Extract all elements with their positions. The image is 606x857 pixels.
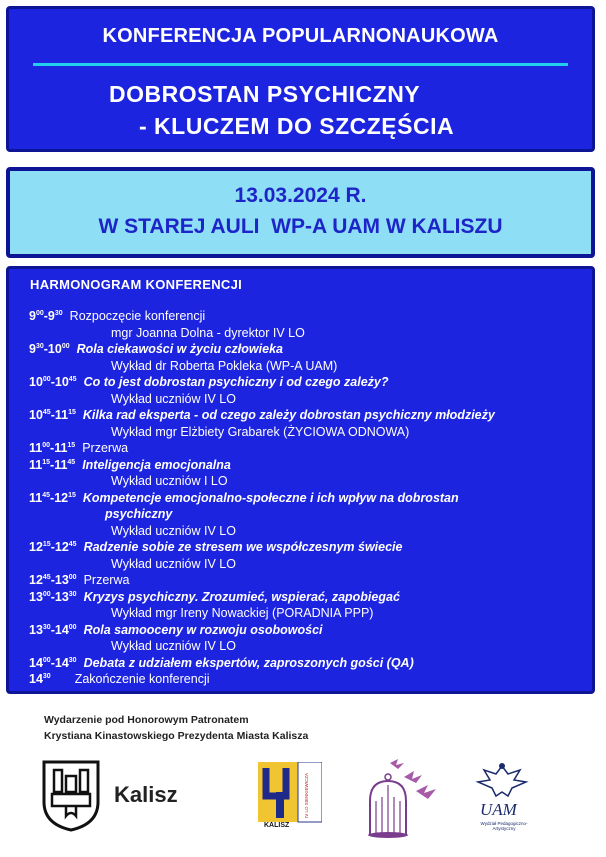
header-banner <box>6 6 595 152</box>
schedule-speaker: Wykład uczniów I LO <box>111 474 228 488</box>
schedule-time: $14^{30}$ <box>29 672 51 686</box>
schedule-speaker: Wykład mgr Elżbiety Grabarek (ŻYCIOWA ODNOWA) <box>111 424 410 439</box>
schedule-time: $13^{00}-13^{30}$ <box>29 589 77 604</box>
schedule-speaker: Wykład uczniów IV LO <box>111 639 236 653</box>
title-line-2: - KLUCZEM DO SZCZĘŚCIA <box>139 113 455 139</box>
event-date: 13.03.2024 R. <box>234 184 367 207</box>
schedule-panel <box>6 266 595 694</box>
schedule-title-text: Kompetencje emocjonalno-społeczne i ich wpływ na dobrostan <box>82 490 459 505</box>
schedule-time: $11^{00}-11^{15}$ <box>29 441 76 455</box>
schedule-item <box>29 589 586 606</box>
schedule-item <box>29 572 586 589</box>
schedule-title-text: Kilka rad eksperta - od czego zależy dobrostan psychiczny młodzieży <box>82 408 495 422</box>
schedule-item <box>29 671 586 688</box>
schedule-list <box>29 308 586 688</box>
schedule-item <box>29 374 586 391</box>
schedule-speaker: Wykład mgr Ireny Nowackiej (PORADNIA PPP) <box>111 606 374 620</box>
schedule-title-text: Kryzys psychiczny. Zrozumieć, wspierać, zapobiegać <box>83 589 400 604</box>
schedule-item <box>29 440 586 457</box>
schedule-item <box>29 622 586 639</box>
schedule-time: $12^{15}-12^{45}$ <box>29 540 77 554</box>
schedule-time: $14^{00}-14^{30}$ <box>29 655 77 670</box>
schedule-item <box>29 539 586 556</box>
schedule-title-text: Rola samooceny w rozwoju osobowości <box>83 622 323 637</box>
event-place: W STAREJ AULI WP-A UAM W KALISZU <box>98 215 503 238</box>
svg-text:IV LO SIENKIEWICZA: IV LO SIENKIEWICZA <box>304 772 309 818</box>
schedule-item <box>29 407 586 424</box>
schedule-title-text: Przerwa <box>83 573 130 587</box>
schedule-title-text: Rola ciekawości w życiu człowieka <box>76 342 283 356</box>
schedule-title-continued <box>29 506 586 523</box>
schedule-time: $10^{00}-10^{45}$ <box>29 375 77 389</box>
birdcage-logo-icon <box>360 757 440 841</box>
schedule-item <box>29 457 586 474</box>
schedule-title-text: Radzenie sobie ze stresem we współczesnym świecie <box>83 540 403 554</box>
schedule-speaker: Wykład uczniów IV LO <box>111 523 236 538</box>
date-place-banner <box>6 167 595 258</box>
school-logo-caption: KALISZ <box>264 822 290 829</box>
schedule-title-continued-text: psychiczny <box>105 507 173 521</box>
schedule-time: $11^{15}-11^{45}$ <box>29 457 76 472</box>
title-line-1: DOBROSTAN PSYCHICZNY <box>109 81 421 107</box>
schedule-time: $10^{45}-11^{15}$ <box>29 408 76 422</box>
schedule-time: $11^{45}-12^{15}$ <box>29 490 76 505</box>
conference-label: KONFERENCJA POPULARNONAUKOWA <box>102 25 499 47</box>
schedule-title-text: Co to jest dobrostan psychiczny i od czego zależy? <box>83 375 389 389</box>
uam-logo-subtitle: Wydział Pedagogiczno-Artystyczny <box>480 821 528 831</box>
schedule-item <box>29 341 586 358</box>
schedule-speaker: mgr Joanna Dolna - dyrektor IV LO <box>111 325 305 340</box>
schedule-item <box>29 490 586 507</box>
schedule-title: HARMONOGRAM KONFERENCJI <box>30 277 243 292</box>
schedule-title-text: Inteligencja emocjonalna <box>82 457 231 472</box>
kalisz-logo-text: Kalisz <box>114 782 178 807</box>
header-divider <box>33 63 568 66</box>
schedule-title-text: Debata z udziałem ekspertów, zaproszonych gości (QA) <box>83 655 414 670</box>
schedule-time: $12^{45}-13^{00}$ <box>29 573 77 587</box>
schedule-title-text: Zakończenie konferencji <box>74 672 210 686</box>
uam-logo-text: UAM <box>480 800 517 819</box>
schedule-title-text: Przerwa <box>82 441 129 455</box>
schedule-time: $9^{30}-10^{00}$ <box>29 342 70 356</box>
schedule-item <box>29 655 586 672</box>
patronage-line-2: Krystiana Kinastowskiego Prezydenta Miasta Kalisza <box>44 730 309 742</box>
schedule-title-text: Rozpoczęcie konferencji <box>69 309 206 323</box>
schedule-item <box>29 308 586 325</box>
schedule-speaker: Wykład uczniów IV LO <box>111 391 236 406</box>
schedule-speaker: Wykład dr Roberta Pokleka (WP-A UAM) <box>111 358 338 373</box>
schedule-time: $13^{30}-14^{00}$ <box>29 622 77 637</box>
patronage-line-1: Wydarzenie pod Honorowym Patronatem <box>44 714 249 726</box>
schedule-speaker: Wykład uczniów IV LO <box>111 556 236 571</box>
schedule-time: $9^{00}-9^{30}$ <box>29 309 63 323</box>
kalisz-crest-icon <box>40 758 102 832</box>
